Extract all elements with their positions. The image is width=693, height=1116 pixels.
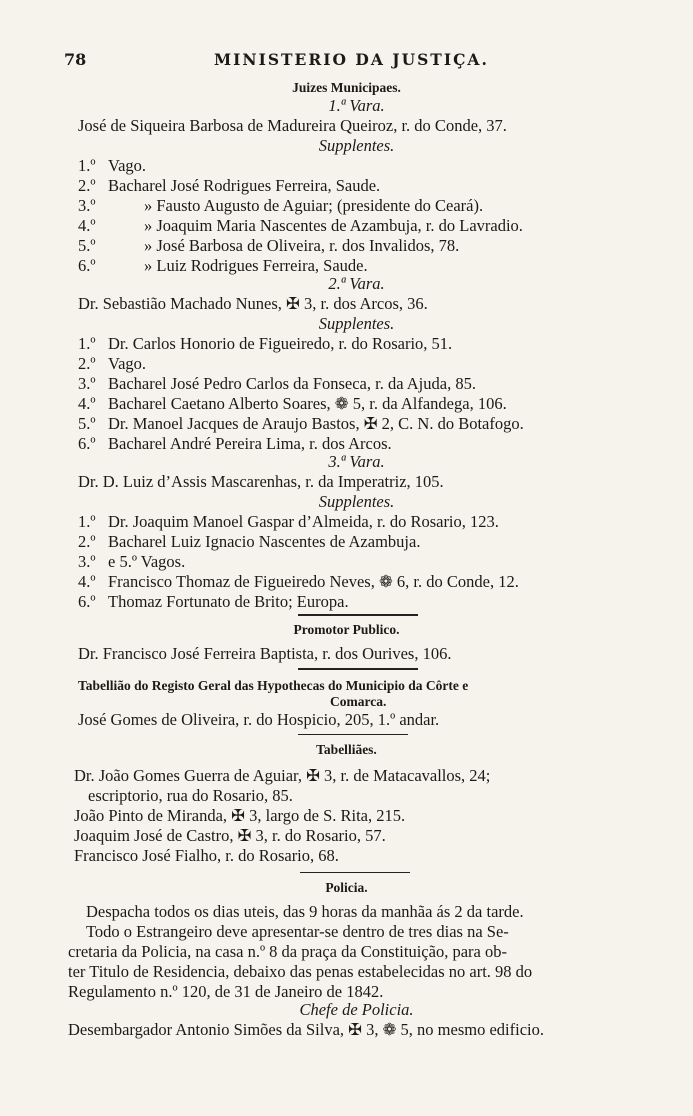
list-item: Joaquim José de Castro, ✠ 3, r. do Rosario, 57. <box>74 826 386 845</box>
vara2-supplentes-heading: Supplentes. <box>318 314 395 333</box>
list-item <box>78 512 499 532</box>
section-divider <box>298 614 418 616</box>
ordinal: 3.º <box>78 374 96 393</box>
vara3-supplentes-heading: Supplentes. <box>318 492 395 511</box>
entry-text: Dr. Joaquim Manoel Gaspar d’Almeida, r. do Rosario, 123. <box>108 512 499 531</box>
policia-paragraph-line: Todo o Estrangeiro deve apresentar-se dentro de tres dias na Se- <box>86 922 509 941</box>
entry-text: » Luiz Rodrigues Ferreira, Saude. <box>144 256 368 275</box>
ordinal: 4.º <box>78 572 96 591</box>
list-item <box>78 256 368 276</box>
promotor-entry: Dr. Francisco José Ferreira Baptista, r. dos Ourives, 106. <box>78 644 452 663</box>
list-item <box>78 414 524 434</box>
vara1-title: 1.ª Vara. <box>328 96 385 115</box>
entry-text: Dr. Manoel Jacques de Araujo Bastos, ✠ 2, C. N. do Botafogo. <box>108 414 524 433</box>
entry-text: e 5.º Vagos. <box>108 552 186 571</box>
list-item: Francisco José Fialho, r. do Rosario, 68. <box>74 846 339 865</box>
ordinal: 6.º <box>78 256 96 275</box>
entry-text: » Fausto Augusto de Aguiar; (presidente do Ceará). <box>144 196 484 215</box>
vara2-title: 2.ª Vara. <box>328 274 385 293</box>
list-item <box>78 354 146 374</box>
list-item <box>78 196 483 216</box>
entry-text: » José Barbosa de Oliveira, r. dos Invalidos, 78. <box>144 236 460 255</box>
policia-paragraph-line: cretaria da Policia, na casa n.º 8 da praça da Constituição, para ob- <box>68 942 507 961</box>
entry-text: Dr. Carlos Honorio de Figueiredo, r. do Rosario, 51. <box>108 334 453 353</box>
list-item <box>78 592 349 612</box>
page-title: MINISTERIO DA JUSTIÇA. <box>214 50 489 69</box>
entry-text: Vago. <box>108 354 147 373</box>
section-heading-promotor: Promotor Publico. <box>293 622 400 637</box>
list-item: João Pinto de Miranda, ✠ 3, largo de S. Rita, 215. <box>74 806 406 825</box>
page-number: 78 <box>64 50 87 69</box>
list-item <box>78 156 146 176</box>
chefe-entry: Desembargador Antonio Simões da Silva, ✠ 3, ❁ 5, no mesmo edificio. <box>68 1020 544 1039</box>
chefe-heading: Chefe de Policia. <box>299 1000 414 1019</box>
list-item <box>78 572 519 592</box>
policia-paragraph-line: ter Titulo de Residencia, debaixo das penas estabelecidas no art. 98 do <box>68 962 533 981</box>
entry-text: Bacharel Luiz Ignacio Nascentes de Azambuja. <box>108 532 421 551</box>
entry-text: Bacharel José Rodrigues Ferreira, Saude. <box>108 176 381 195</box>
entry-text: Bacharel José Pedro Carlos da Fonseca, r. da Ajuda, 85. <box>108 374 476 393</box>
ordinal: 1.º <box>78 156 96 175</box>
ordinal: 4.º <box>78 394 96 413</box>
ordinal: 3.º <box>78 196 96 215</box>
vara2-judge: Dr. Sebastião Machado Nunes, ✠ 3, r. dos Arcos, 36. <box>78 294 428 313</box>
ordinal: 3.º <box>78 552 96 571</box>
entry-text: » Joaquim Maria Nascentes de Azambuja, r. do Lavradio. <box>144 216 523 235</box>
tabelliao-registo-entry: José Gomes de Oliveira, r. do Hospicio, 205, 1.º andar. <box>78 710 440 729</box>
ordinal: 6.º <box>78 592 96 611</box>
section-divider <box>298 734 408 735</box>
ordinal: 5.º <box>78 414 96 433</box>
ordinal: 6.º <box>78 434 96 453</box>
list-item: escriptorio, rua do Rosario, 85. <box>88 786 293 805</box>
section-heading-juizes: Juizes Municipaes. <box>292 80 401 95</box>
list-item <box>78 532 420 552</box>
ordinal: 1.º <box>78 334 96 353</box>
vara1-supplentes-heading: Supplentes. <box>318 136 395 155</box>
ordinal: 1.º <box>78 512 96 531</box>
entry-text: Thomaz Fortunato de Brito; Europa. <box>108 592 349 611</box>
entry-text: Vago. <box>108 156 147 175</box>
ordinal: 2.º <box>78 532 96 551</box>
list-item <box>78 216 523 236</box>
section-divider <box>300 872 410 873</box>
policia-paragraph-line: Regulamento n.º 120, de 31 de Janeiro de 1842. <box>68 982 384 1001</box>
section-heading-tabelliaes: Tabelliães. <box>316 742 377 757</box>
entry-text: Bacharel André Pereira Lima, r. dos Arcos. <box>108 434 392 453</box>
section-heading-policia: Policia. <box>325 880 368 895</box>
list-item <box>78 552 185 572</box>
vara3-title: 3.ª Vara. <box>328 452 385 471</box>
list-item <box>78 394 507 414</box>
section-heading-tabelliao-registo: Tabellião do Registo Geral das Hypothecas do Municipio da Côrte e <box>78 678 469 693</box>
ordinal: 5.º <box>78 236 96 255</box>
list-item <box>78 334 452 354</box>
ordinal: 4.º <box>78 216 96 235</box>
list-item <box>78 434 392 454</box>
policia-paragraph-line: Despacha todos os dias uteis, das 9 horas da manhãa ás 2 da tarde. <box>86 902 524 921</box>
ordinal: 2.º <box>78 354 96 373</box>
list-item <box>78 176 380 196</box>
list-item <box>78 374 476 394</box>
section-divider <box>298 668 418 670</box>
section-heading-tabelliao-registo-cont: Comarca. <box>330 694 387 709</box>
entry-text: Bacharel Caetano Alberto Soares, ❁ 5, r. da Alfandega, 106. <box>108 394 507 413</box>
entry-text: Francisco Thomaz de Figueiredo Neves, ❁ 6, r. do Conde, 12. <box>108 572 519 591</box>
vara1-judge: José de Siqueira Barbosa de Madureira Queiroz, r. do Conde, 37. <box>78 116 507 135</box>
ordinal: 2.º <box>78 176 96 195</box>
vara3-judge: Dr. D. Luiz d’Assis Mascarenhas, r. da Imperatriz, 105. <box>78 472 444 491</box>
list-item <box>78 236 459 256</box>
list-item: Dr. João Gomes Guerra de Aguiar, ✠ 3, r. de Matacavallos, 24; <box>74 766 491 785</box>
